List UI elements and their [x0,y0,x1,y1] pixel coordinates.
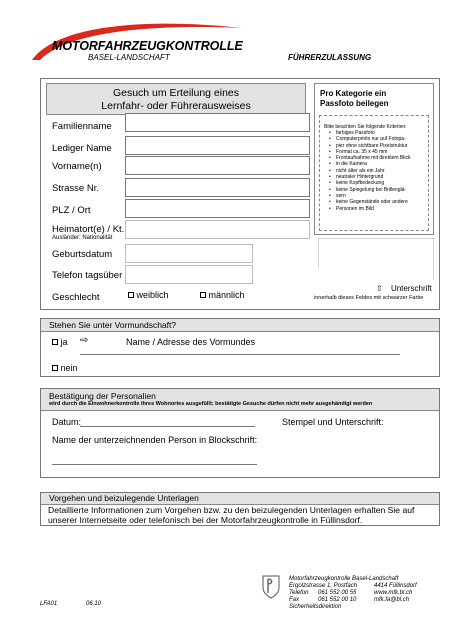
header-title: MOTORFAHRZEUGKONTROLLE [52,39,243,53]
header-subtitle: BASEL-LANDSCHAFT [88,53,170,62]
canton-crest-icon [262,575,280,599]
passfoto-criterion: • in die Kamera [324,161,428,167]
passfoto-criterion: • sern [324,193,428,199]
heimatort-label: Heimatort(e) / Kt. [52,224,125,235]
passfoto-criterion: • pier ohne sichtbare Pixelstruktur [324,143,428,149]
passfoto-criteria-list [324,130,428,212]
form-title-box [46,83,306,115]
stempel-label: Stempel und Unterschrift: [282,417,384,427]
arrow-up-icon: ⇧ [376,284,383,293]
signature-field[interactable] [318,238,434,280]
heimatort-sublabel: Ausländer: Nationalität [52,235,113,241]
geburtsdatum-label: Geburtsdatum [52,249,113,260]
signature-label: ⇧ Unterschrift [376,284,432,293]
vormund-section [40,318,440,377]
weiblich-option[interactable] [128,290,169,300]
blockschrift-label: Name der unterzeichnenden Person in Blockschrift: [52,435,258,445]
passfoto-criterion: • neutraler Hintergrund [324,174,428,180]
passfoto-criterion: • Computerprints nur auf Fotopa- [324,136,428,142]
passfoto-panel [314,83,434,235]
footer-telefon: 061 552 00 55 [318,590,357,596]
footer-fax: 061 552 00 10 [318,597,357,603]
footer-direktion: Sicherheitsdirektion [289,604,342,610]
passfoto-criterion: • keine Spiegelung bei Brillenglä- [324,187,428,193]
form-date: 06.10 [86,601,102,607]
footer-email[interactable]: mfk.fa@bl.ch [374,597,410,603]
footer-telefon-label: Telefon [289,590,309,596]
maennlich-option[interactable] [200,290,245,300]
vormund-heading: Stehen Sie unter Vormundschaft? [41,319,439,332]
datum-label: Datum: [52,417,82,427]
plz-ort-field[interactable] [125,199,310,218]
weiblich-checkbox[interactable] [128,292,134,298]
passfoto-title-line2: Passfoto beilegen [320,99,389,108]
signature-note: innerhalb dieses Feldes mit schwarzer Farbe [314,295,424,301]
passfoto-criterion: • keine Gegenstände oder andere [324,199,428,205]
datum-line[interactable] [80,426,255,427]
vornamen-field[interactable] [125,156,310,175]
footer-fax-label: Fax [289,597,300,603]
maennlich-label: männlich [208,290,245,300]
personalien-subheading: wird durch die Einwohnerkontrolle ihres Wohnortes ausgefüllt; bestätigte Gesuche dürfen nicht mehr ausgehändigt werden [49,401,373,407]
vormund-nein-checkbox[interactable] [52,365,58,371]
passfoto-criteria-box [319,115,429,231]
geschlecht-label: Geschlecht [52,292,100,303]
passfoto-criterion: • keine Kopfbedeckung [324,180,428,186]
passfoto-title-line1: Pro Kategorie ein [320,89,387,98]
footer-org: Motorfahrzeugkontrolle Basel-Landschaft [289,576,399,582]
vormund-ja-option[interactable]: ja [52,337,68,347]
heimatort-field[interactable] [125,220,310,239]
passfoto-criterion: • Personen im Bild [324,206,428,212]
geburtsdatum-field[interactable] [125,244,253,263]
vormund-nein-option[interactable]: nein [52,363,78,373]
unterlagen-text: Detaillierte Informationen zum Vorgehen bzw. zu den beizulegenden Unterlagen erhalten Sie auf unserer Internetseite oder telefonisch bei der Motorfahrzeugkontrolle in Füllinsdorf. [48,505,415,525]
familienname-field[interactable] [125,113,310,132]
telefon-field[interactable] [125,265,253,284]
passfoto-criterion: • nicht älter als ein Jahr [324,168,428,174]
familienname-label: Familienname [52,121,112,132]
vormund-ja-checkbox[interactable] [52,339,58,345]
vormund-name-label: Name / Adresse des Vormundes [126,337,256,347]
plz-ort-label: PLZ / Ort [52,205,91,216]
footer-address: Ergolzstrasse 1, Postfach [289,583,358,589]
form-id: LFA01 [40,601,58,607]
form-title-line2: Lernfahr- oder Führerausweises [101,100,251,112]
arrow-right-icon: ⇨ [80,335,89,346]
vormund-name-line[interactable] [80,354,400,355]
passfoto-criterion: • farbiges Passfoto [324,130,428,136]
form-title-line1: Gesuch um Erteilung eines [112,87,240,99]
vornamen-label: Vorname(n) [52,161,102,172]
personalien-heading: Bestätigung der Personalien [49,391,156,401]
ledigername-field[interactable] [125,136,310,155]
ledigername-label: Lediger Name [52,143,112,154]
maennlich-checkbox[interactable] [200,292,206,298]
header-right-label: FÜHRERZULASSUNG [288,53,372,62]
footer-city: 4414 Füllinsdorf [374,583,417,589]
footer-web[interactable]: www.mfk.bl.ch [374,590,413,596]
strasse-label: Strasse Nr. [52,183,99,194]
passfoto-criterion: • Frontaufnahme mit direktem Blick [324,155,428,161]
personalien-head [41,389,439,411]
blockschrift-line[interactable] [52,464,257,465]
passfoto-note: Bitte beachten Sie folgende Kriterien: [324,124,407,130]
weiblich-label: weiblich [136,290,169,300]
strasse-field[interactable] [125,178,310,197]
passfoto-criterion: • Format ca. 35 x 45 mm [324,149,428,155]
telefon-label: Telefon tagsüber [52,270,123,281]
unterlagen-heading: Vorgehen und beizulegende Unterlagen [41,493,439,505]
